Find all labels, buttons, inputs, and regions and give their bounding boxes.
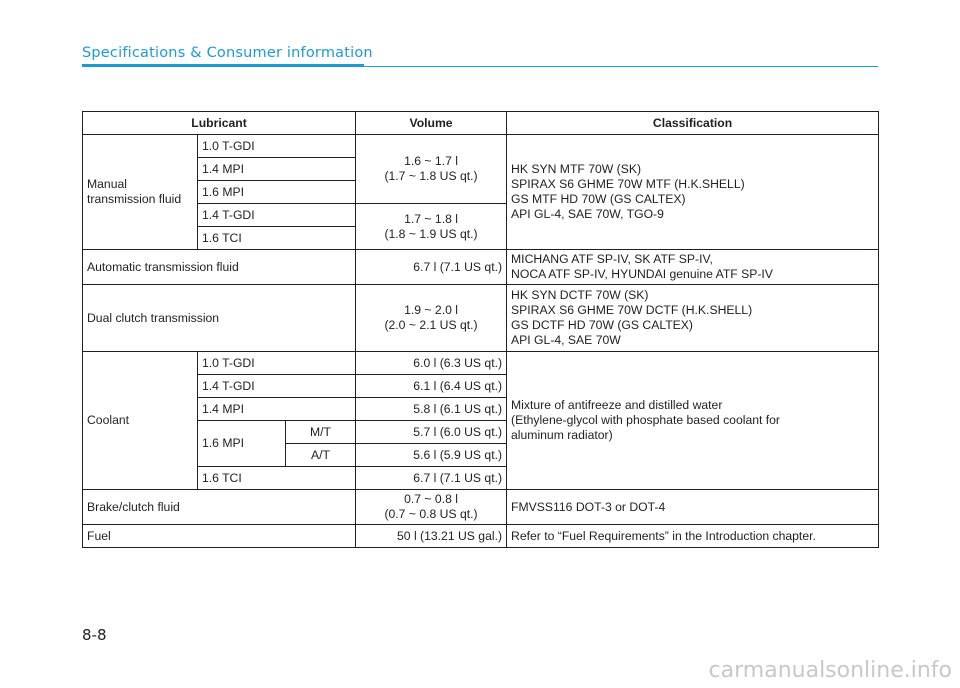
manual-engine-5: 1.6 TCI bbox=[198, 227, 356, 250]
manual-engine-1: 1.0 T-GDI bbox=[198, 135, 356, 158]
table-row bbox=[83, 250, 879, 285]
fuel-volume: 50 l (13.21 US gal.) bbox=[356, 525, 507, 548]
coolant-volume-1: 6.0 l (6.3 US qt.) bbox=[356, 352, 507, 375]
coolant-engine-6: 1.6 TCI bbox=[198, 467, 356, 490]
coolant-volume-5: 5.6 l (5.9 US qt.) bbox=[356, 444, 507, 467]
coolant-engine-3: 1.4 MPI bbox=[198, 398, 356, 421]
manual-volume-a: 1.6 ~ 1.7 l (1.7 ~ 1.8 US qt.) bbox=[356, 135, 507, 204]
fuel-label: Fuel bbox=[83, 525, 356, 548]
lubricant-spec-table bbox=[82, 111, 879, 548]
manual-label: Manual transmission fluid bbox=[83, 135, 198, 250]
brake-classification: FMVSS116 DOT-3 or DOT-4 bbox=[507, 490, 879, 525]
automatic-label: Automatic transmission fluid bbox=[83, 250, 356, 285]
header-lubricant: Lubricant bbox=[83, 112, 356, 135]
manual-engine-2: 1.4 MPI bbox=[198, 158, 356, 181]
table-row bbox=[83, 525, 879, 548]
dual-clutch-classification: HK SYN DCTF 70W (SK) SPIRAX S6 GHME 70W DCTF (H.K.SHELL) GS DCTF HD 70W (GS CALTEX) API GL-4, SAE 70W bbox=[507, 285, 879, 352]
table-row bbox=[83, 352, 879, 375]
coolant-volume-6: 6.7 l (7.1 US qt.) bbox=[356, 467, 507, 490]
coolant-engine-2: 1.4 T-GDI bbox=[198, 375, 356, 398]
coolant-volume-4: 5.7 l (6.0 US qt.) bbox=[356, 421, 507, 444]
automatic-classification: MICHANG ATF SP-IV, SK ATF SP-IV, NOCA ATF SP-IV, HYUNDAI genuine ATF SP-IV bbox=[507, 250, 879, 285]
coolant-classification: Mixture of antifreeze and distilled water (Ethylene-glycol with phosphate based coolant for aluminum radiator) bbox=[507, 352, 879, 490]
coolant-trans-at: A/T bbox=[286, 444, 356, 467]
coolant-engine-4: 1.6 MPI bbox=[198, 421, 286, 467]
table-row bbox=[83, 135, 879, 158]
header-volume: Volume bbox=[356, 112, 507, 135]
coolant-label: Coolant bbox=[83, 352, 198, 490]
fuel-classification: Refer to “Fuel Requirements” in the Introduction chapter. bbox=[507, 525, 879, 548]
coolant-trans-mt: M/T bbox=[286, 421, 356, 444]
page-number: 8-8 bbox=[82, 626, 107, 644]
manual-volume-b: 1.7 ~ 1.8 l (1.8 ~ 1.9 US qt.) bbox=[356, 204, 507, 250]
coolant-volume-3: 5.8 l (6.1 US qt.) bbox=[356, 398, 507, 421]
table-row bbox=[83, 285, 879, 352]
brake-volume: 0.7 ~ 0.8 l (0.7 ~ 0.8 US qt.) bbox=[356, 490, 507, 525]
manual-classification: HK SYN MTF 70W (SK) SPIRAX S6 GHME 70W MTF (H.K.SHELL) GS MTF HD 70W (GS CALTEX) API GL-4, SAE 70W, TGO-9 bbox=[507, 135, 879, 250]
header-rule bbox=[364, 66, 878, 67]
dual-clutch-label: Dual clutch transmission bbox=[83, 285, 356, 352]
watermark: carmanualsonline.info bbox=[708, 658, 952, 683]
title-underline bbox=[82, 64, 364, 67]
brake-label: Brake/clutch fluid bbox=[83, 490, 356, 525]
header-classification: Classification bbox=[507, 112, 879, 135]
dual-clutch-volume: 1.9 ~ 2.0 l (2.0 ~ 2.1 US qt.) bbox=[356, 285, 507, 352]
automatic-volume: 6.7 l (7.1 US qt.) bbox=[356, 250, 507, 285]
coolant-engine-1: 1.0 T-GDI bbox=[198, 352, 356, 375]
manual-engine-4: 1.4 T-GDI bbox=[198, 204, 356, 227]
table-row bbox=[83, 490, 879, 525]
section-title: Specifications & Consumer information bbox=[82, 45, 373, 61]
coolant-volume-2: 6.1 l (6.4 US qt.) bbox=[356, 375, 507, 398]
manual-engine-3: 1.6 MPI bbox=[198, 181, 356, 204]
header-row bbox=[83, 112, 879, 135]
